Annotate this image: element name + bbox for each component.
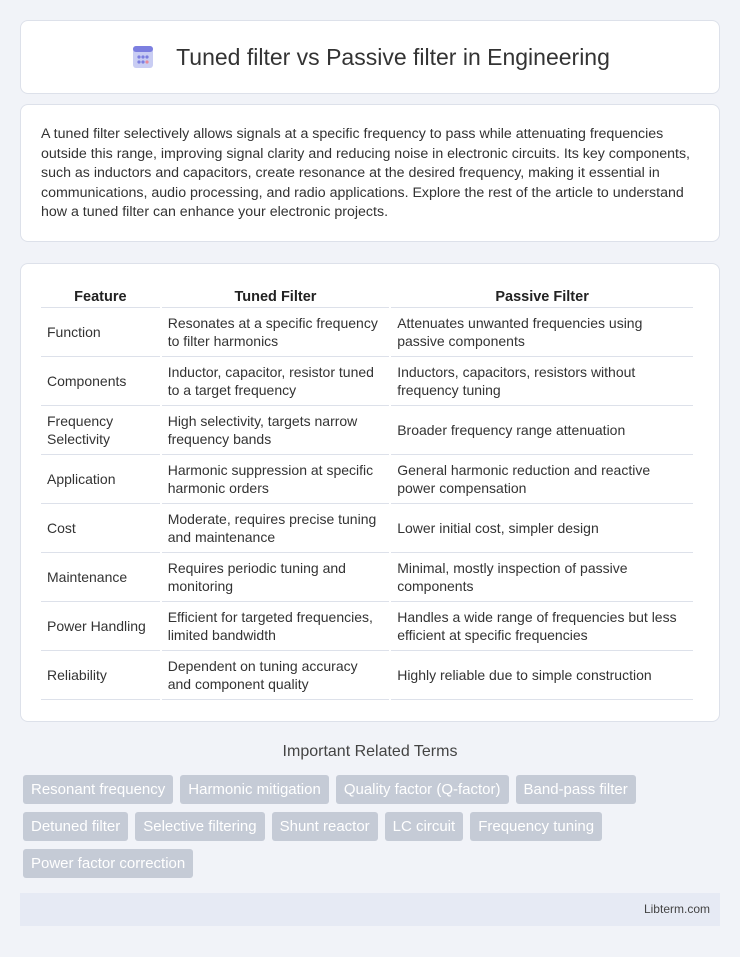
table-row xyxy=(41,504,693,553)
row-tuned: Moderate, requires precise tuning and maintenance xyxy=(162,504,390,553)
row-passive: Handles a wide range of frequencies but less efficient at specific frequencies xyxy=(391,602,693,651)
related-terms-list xyxy=(23,775,723,878)
related-terms-title: Important Related Terms xyxy=(282,743,458,760)
row-feature: Power Handling xyxy=(41,602,160,651)
page-title: Tuned filter vs Passive filter in Engineering xyxy=(176,43,610,70)
row-feature: Application xyxy=(41,455,160,504)
intro-paragraph: A tuned filter selectively allows signals at a specific frequency to pass while attenuating frequencies outside this range, improving signal clarity and reducing noise in electronic circuits. Its key components, such as inductors and capacitors, create resonance at the desired frequency, making it essential in communications, audio processing, and radio applications. Explore the rest of the article to understand how a tuned filter can enhance your electronic projects. xyxy=(41,126,691,220)
document-grid-icon xyxy=(130,44,156,70)
table-row xyxy=(41,553,693,602)
row-tuned: Dependent on tuning accuracy and component quality xyxy=(162,651,390,700)
tag-shunt-reactor[interactable]: Shunt reactor xyxy=(272,812,378,841)
row-feature: Cost xyxy=(41,504,160,553)
tag-power-factor-correction[interactable]: Power factor correction xyxy=(23,849,193,878)
row-passive: Lower initial cost, simpler design xyxy=(391,504,693,553)
table-row xyxy=(41,651,693,700)
tag-detuned-filter[interactable]: Detuned filter xyxy=(23,812,128,841)
header-feature: Feature xyxy=(41,284,160,308)
tag-resonant-frequency[interactable]: Resonant frequency xyxy=(23,775,173,804)
table-row xyxy=(41,406,693,455)
comparison-table-card xyxy=(20,263,720,722)
row-tuned: Harmonic suppression at specific harmonic orders xyxy=(162,455,390,504)
tag-frequency-tuning[interactable]: Frequency tuning xyxy=(470,812,602,841)
row-passive: General harmonic reduction and reactive power compensation xyxy=(391,455,693,504)
header-passive-filter: Passive Filter xyxy=(391,284,693,308)
header-card xyxy=(20,20,720,94)
tag-quality-factor[interactable]: Quality factor (Q-factor) xyxy=(336,775,509,804)
row-passive: Highly reliable due to simple construction xyxy=(391,651,693,700)
row-tuned: Inductor, capacitor, resistor tuned to a target frequency xyxy=(162,357,390,406)
row-tuned: High selectivity, targets narrow frequency bands xyxy=(162,406,390,455)
row-feature: Function xyxy=(41,308,160,357)
row-tuned: Efficient for targeted frequencies, limited bandwidth xyxy=(162,602,390,651)
row-tuned: Resonates at a specific frequency to filter harmonics xyxy=(162,308,390,357)
footer xyxy=(20,893,720,926)
row-passive: Attenuates unwanted frequencies using passive components xyxy=(391,308,693,357)
row-feature: Reliability xyxy=(41,651,160,700)
table-row xyxy=(41,602,693,651)
header-tuned-filter: Tuned Filter xyxy=(162,284,390,308)
row-passive: Inductors, capacitors, resistors without frequency tuning xyxy=(391,357,693,406)
row-feature: Components xyxy=(41,357,160,406)
footer-site-link[interactable]: Libterm.com xyxy=(643,902,710,916)
row-feature: Maintenance xyxy=(41,553,160,602)
table-row xyxy=(41,357,693,406)
intro-card xyxy=(20,104,720,242)
tag-harmonic-mitigation[interactable]: Harmonic mitigation xyxy=(180,775,329,804)
row-passive: Broader frequency range attenuation xyxy=(391,406,693,455)
row-passive: Minimal, mostly inspection of passive components xyxy=(391,553,693,602)
table-row xyxy=(41,455,693,504)
tag-selective-filtering[interactable]: Selective filtering xyxy=(135,812,264,841)
comparison-table xyxy=(39,284,695,700)
row-tuned: Requires periodic tuning and monitoring xyxy=(162,553,390,602)
table-row xyxy=(41,308,693,357)
tag-lc-circuit[interactable]: LC circuit xyxy=(385,812,464,841)
tag-band-pass-filter[interactable]: Band-pass filter xyxy=(516,775,636,804)
table-header-row xyxy=(41,284,693,308)
row-feature: Frequency Selectivity xyxy=(41,406,160,455)
